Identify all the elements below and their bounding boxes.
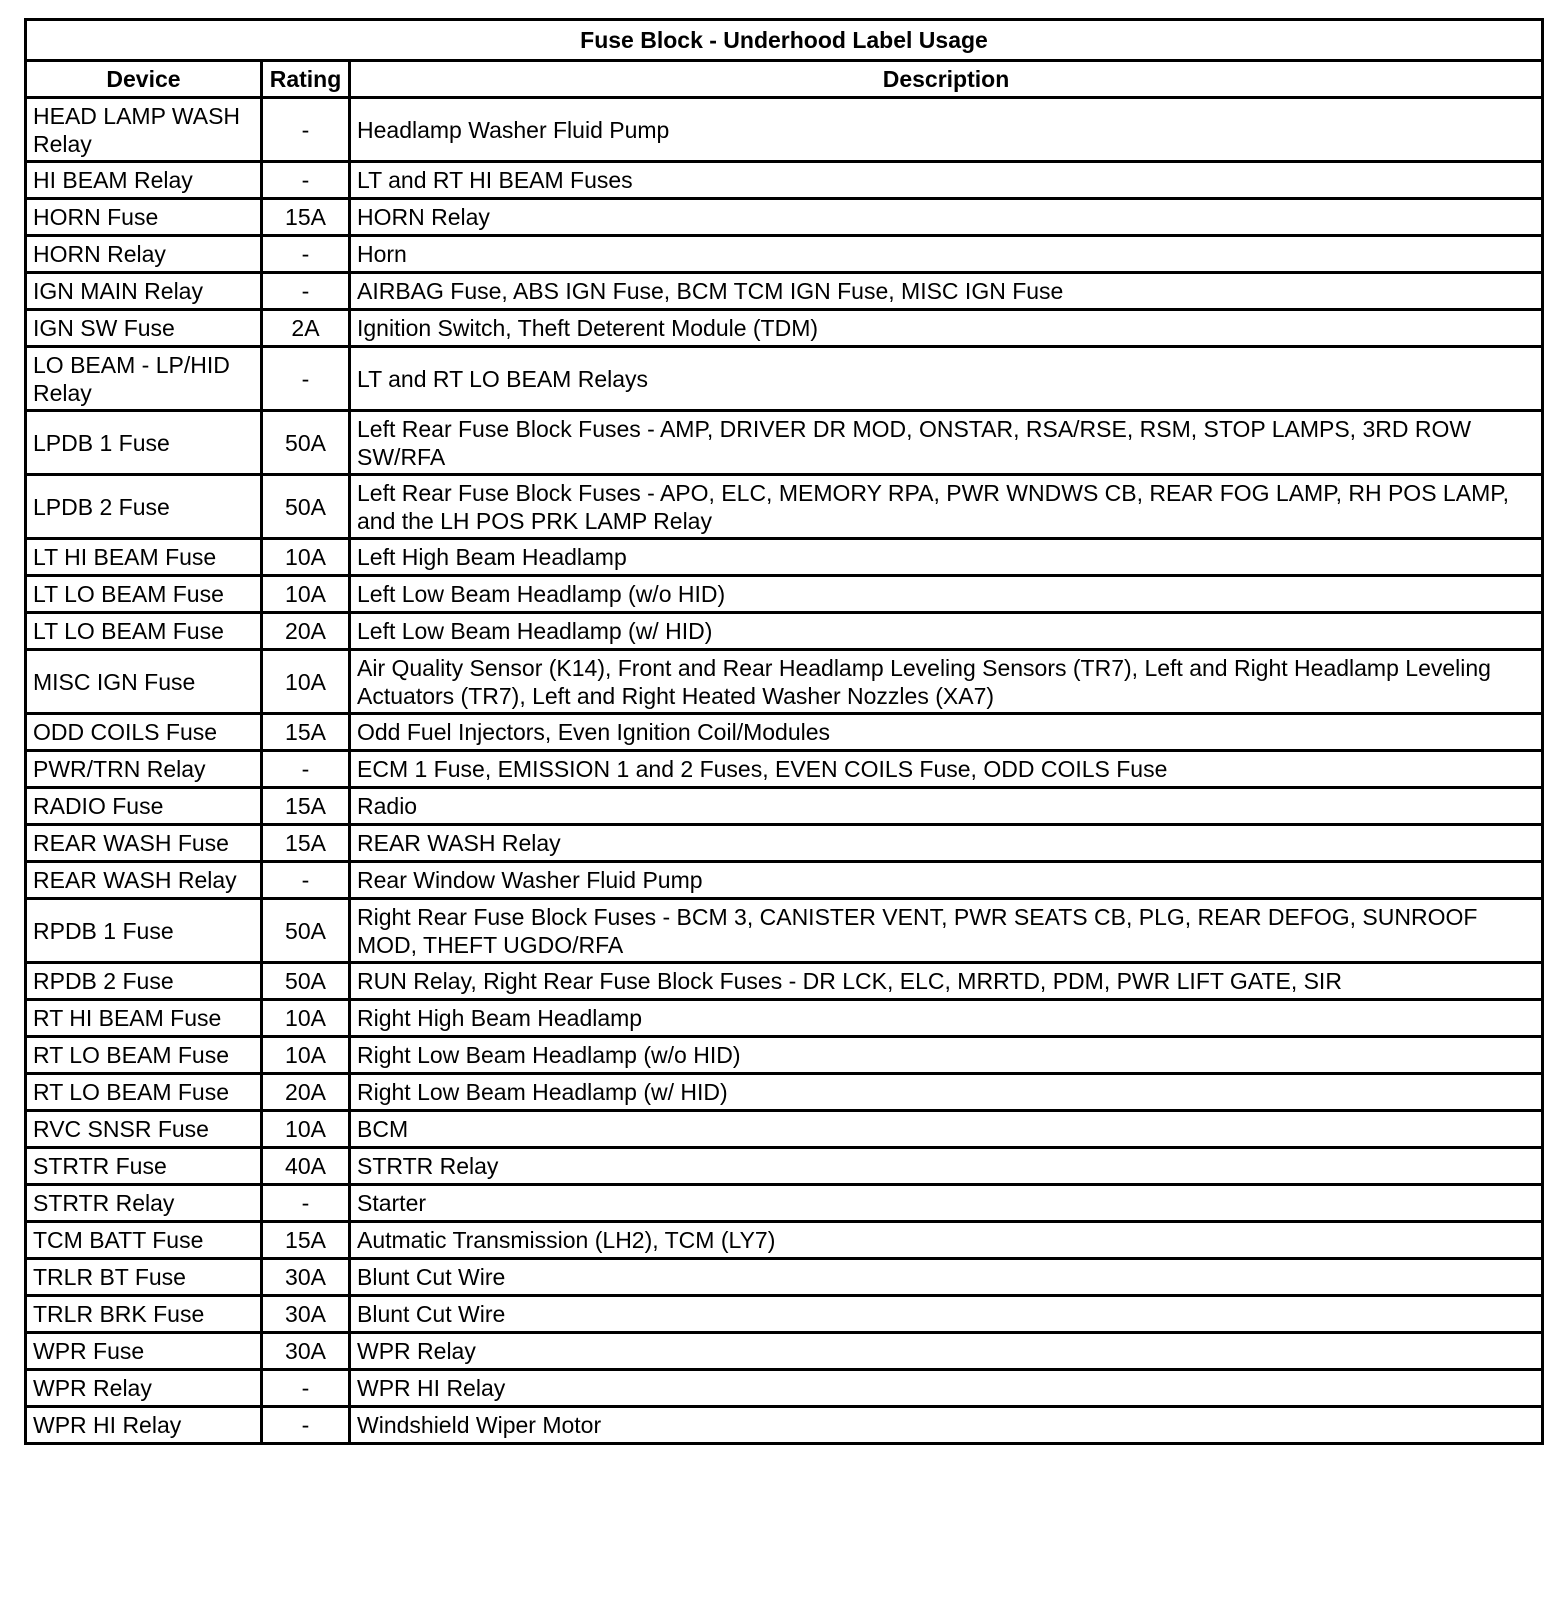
column-header-device: Device: [26, 61, 262, 98]
table-row: [26, 1074, 1543, 1111]
description-cell: Radio: [350, 788, 1543, 825]
table-row: [26, 576, 1543, 613]
description-cell: WPR Relay: [350, 1333, 1543, 1370]
table-row: [26, 650, 1543, 714]
description-cell: AIRBAG Fuse, ABS IGN Fuse, BCM TCM IGN Fuse, MISC IGN Fuse: [350, 273, 1543, 310]
device-cell: LT LO BEAM Fuse: [26, 576, 262, 613]
device-cell: HEAD LAMP WASH Relay: [26, 98, 262, 162]
title-row: [26, 20, 1543, 61]
description-cell: HORN Relay: [350, 199, 1543, 236]
table-row: [26, 1370, 1543, 1407]
rating-cell: -: [262, 347, 350, 411]
table-row: [26, 273, 1543, 310]
description-cell: Blunt Cut Wire: [350, 1296, 1543, 1333]
device-cell: REAR WASH Relay: [26, 862, 262, 899]
device-cell: TRLR BRK Fuse: [26, 1296, 262, 1333]
header-row: [26, 61, 1543, 98]
description-cell: Rear Window Washer Fluid Pump: [350, 862, 1543, 899]
description-cell: Autmatic Transmission (LH2), TCM (LY7): [350, 1222, 1543, 1259]
table-row: [26, 1111, 1543, 1148]
table-row: [26, 714, 1543, 751]
device-cell: WPR HI Relay: [26, 1407, 262, 1444]
rating-cell: 10A: [262, 1000, 350, 1037]
column-header-description: Description: [350, 61, 1543, 98]
device-cell: HORN Relay: [26, 236, 262, 273]
table-row: [26, 475, 1543, 539]
device-cell: RT LO BEAM Fuse: [26, 1037, 262, 1074]
table-row: [26, 347, 1543, 411]
description-cell: STRTR Relay: [350, 1148, 1543, 1185]
description-cell: Odd Fuel Injectors, Even Ignition Coil/Modules: [350, 714, 1543, 751]
device-cell: PWR/TRN Relay: [26, 751, 262, 788]
rating-cell: 2A: [262, 310, 350, 347]
table-row: [26, 1185, 1543, 1222]
description-cell: Right Low Beam Headlamp (w/o HID): [350, 1037, 1543, 1074]
table-row: [26, 825, 1543, 862]
description-cell: ECM 1 Fuse, EMISSION 1 and 2 Fuses, EVEN COILS Fuse, ODD COILS Fuse: [350, 751, 1543, 788]
description-cell: Left Low Beam Headlamp (w/o HID): [350, 576, 1543, 613]
rating-cell: 20A: [262, 1074, 350, 1111]
description-cell: Right Rear Fuse Block Fuses - BCM 3, CANISTER VENT, PWR SEATS CB, PLG, REAR DEFOG, SUNROOF MOD, THEFT UGDO/RFA: [350, 899, 1543, 963]
description-cell: Ignition Switch, Theft Deterent Module (TDM): [350, 310, 1543, 347]
rating-cell: 50A: [262, 963, 350, 1000]
device-cell: TRLR BT Fuse: [26, 1259, 262, 1296]
description-cell: Blunt Cut Wire: [350, 1259, 1543, 1296]
description-cell: LT and RT HI BEAM Fuses: [350, 162, 1543, 199]
rating-cell: -: [262, 1407, 350, 1444]
rating-cell: 15A: [262, 788, 350, 825]
description-cell: Headlamp Washer Fluid Pump: [350, 98, 1543, 162]
description-cell: BCM: [350, 1111, 1543, 1148]
rating-cell: 15A: [262, 199, 350, 236]
table-row: [26, 310, 1543, 347]
description-cell: Left Low Beam Headlamp (w/ HID): [350, 613, 1543, 650]
device-cell: HORN Fuse: [26, 199, 262, 236]
table-row: [26, 963, 1543, 1000]
device-cell: LPDB 1 Fuse: [26, 411, 262, 475]
rating-cell: 30A: [262, 1296, 350, 1333]
rating-cell: 10A: [262, 576, 350, 613]
device-cell: RPDB 1 Fuse: [26, 899, 262, 963]
table-title: Fuse Block - Underhood Label Usage: [26, 20, 1543, 61]
device-cell: RVC SNSR Fuse: [26, 1111, 262, 1148]
device-cell: STRTR Relay: [26, 1185, 262, 1222]
description-cell: Horn: [350, 236, 1543, 273]
device-cell: IGN SW Fuse: [26, 310, 262, 347]
description-cell: REAR WASH Relay: [350, 825, 1543, 862]
rating-cell: 50A: [262, 475, 350, 539]
description-cell: Right High Beam Headlamp: [350, 1000, 1543, 1037]
table-row: [26, 1259, 1543, 1296]
device-cell: LPDB 2 Fuse: [26, 475, 262, 539]
table-row: [26, 1000, 1543, 1037]
description-cell: Air Quality Sensor (K14), Front and Rear Headlamp Leveling Sensors (TR7), Left and Right Headlamp Leveling Actuators (TR7), Left and Right Heated Washer Nozzles (XA7): [350, 650, 1543, 714]
device-cell: LT HI BEAM Fuse: [26, 539, 262, 576]
table-row: [26, 236, 1543, 273]
rating-cell: 20A: [262, 613, 350, 650]
rating-cell: 50A: [262, 411, 350, 475]
device-cell: IGN MAIN Relay: [26, 273, 262, 310]
rating-cell: 10A: [262, 650, 350, 714]
table-row: [26, 751, 1543, 788]
rating-cell: 15A: [262, 825, 350, 862]
device-cell: LT LO BEAM Fuse: [26, 613, 262, 650]
description-cell: Right Low Beam Headlamp (w/ HID): [350, 1074, 1543, 1111]
rating-cell: -: [262, 862, 350, 899]
description-cell: Starter: [350, 1185, 1543, 1222]
device-cell: STRTR Fuse: [26, 1148, 262, 1185]
table-row: [26, 1222, 1543, 1259]
device-cell: ODD COILS Fuse: [26, 714, 262, 751]
table-row: [26, 1148, 1543, 1185]
table-row: [26, 862, 1543, 899]
device-cell: LO BEAM - LP/HID Relay: [26, 347, 262, 411]
rating-cell: -: [262, 236, 350, 273]
description-cell: Windshield Wiper Motor: [350, 1407, 1543, 1444]
description-cell: Left High Beam Headlamp: [350, 539, 1543, 576]
table-row: [26, 411, 1543, 475]
column-header-rating: Rating: [262, 61, 350, 98]
rating-cell: -: [262, 273, 350, 310]
rating-cell: -: [262, 751, 350, 788]
description-cell: LT and RT LO BEAM Relays: [350, 347, 1543, 411]
rating-cell: -: [262, 98, 350, 162]
device-cell: REAR WASH Fuse: [26, 825, 262, 862]
table-row: [26, 98, 1543, 162]
device-cell: WPR Fuse: [26, 1333, 262, 1370]
rating-cell: 15A: [262, 1222, 350, 1259]
device-cell: MISC IGN Fuse: [26, 650, 262, 714]
rating-cell: 10A: [262, 1037, 350, 1074]
rating-cell: 10A: [262, 539, 350, 576]
device-cell: WPR Relay: [26, 1370, 262, 1407]
rating-cell: -: [262, 162, 350, 199]
fuse-block-table: [24, 18, 1544, 1445]
rating-cell: 15A: [262, 714, 350, 751]
table-row: [26, 1037, 1543, 1074]
table-row: [26, 613, 1543, 650]
table-row: [26, 788, 1543, 825]
device-cell: RT HI BEAM Fuse: [26, 1000, 262, 1037]
device-cell: RPDB 2 Fuse: [26, 963, 262, 1000]
table-row: [26, 1296, 1543, 1333]
table-row: [26, 199, 1543, 236]
device-cell: HI BEAM Relay: [26, 162, 262, 199]
table-row: [26, 1407, 1543, 1444]
table-row: [26, 539, 1543, 576]
rating-cell: -: [262, 1185, 350, 1222]
description-cell: WPR HI Relay: [350, 1370, 1543, 1407]
rating-cell: 30A: [262, 1333, 350, 1370]
description-cell: Left Rear Fuse Block Fuses - AMP, DRIVER DR MOD, ONSTAR, RSA/RSE, RSM, STOP LAMPS, 3RD ROW SW/RFA: [350, 411, 1543, 475]
table-row: [26, 162, 1543, 199]
table-row: [26, 1333, 1543, 1370]
description-cell: RUN Relay, Right Rear Fuse Block Fuses - DR LCK, ELC, MRRTD, PDM, PWR LIFT GATE, SIR: [350, 963, 1543, 1000]
rating-cell: 30A: [262, 1259, 350, 1296]
rating-cell: -: [262, 1370, 350, 1407]
table-row: [26, 899, 1543, 963]
rating-cell: 50A: [262, 899, 350, 963]
rating-cell: 40A: [262, 1148, 350, 1185]
rating-cell: 10A: [262, 1111, 350, 1148]
description-cell: Left Rear Fuse Block Fuses - APO, ELC, MEMORY RPA, PWR WNDWS CB, REAR FOG LAMP, RH POS LAMP, and the LH POS PRK LAMP Relay: [350, 475, 1543, 539]
device-cell: RT LO BEAM Fuse: [26, 1074, 262, 1111]
device-cell: TCM BATT Fuse: [26, 1222, 262, 1259]
device-cell: RADIO Fuse: [26, 788, 262, 825]
